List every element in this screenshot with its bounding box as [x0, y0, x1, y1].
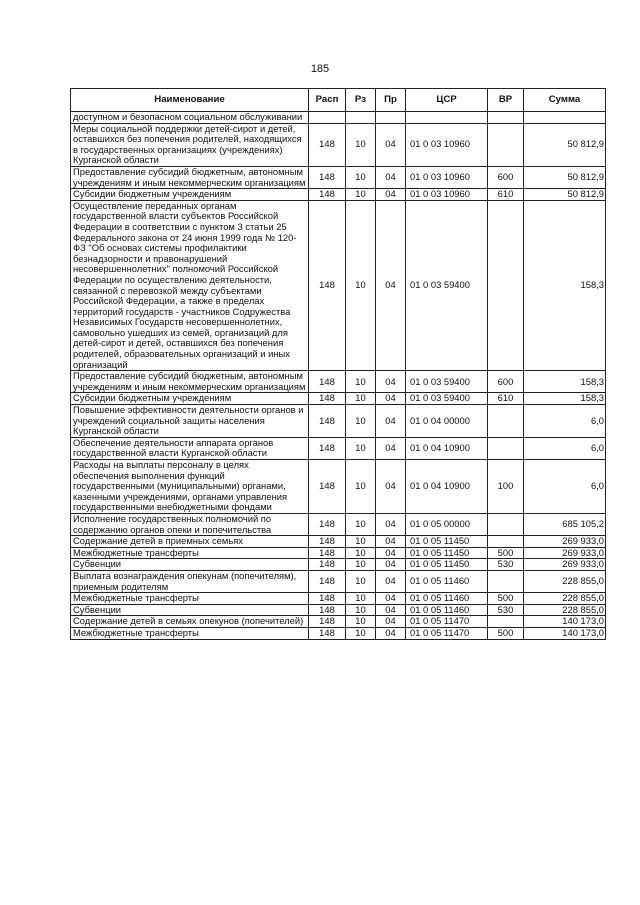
cell-pr: 04	[376, 593, 406, 605]
cell-name: Меры социальной поддержки детей-сирот и детей, оставшихся без попечения родителей, находящихся в государственных организациях (учреждениях) Курганской области	[71, 123, 309, 166]
cell-sum: 228 855,0	[524, 604, 606, 616]
cell-rz: 10	[346, 189, 376, 201]
header-rz: Рз	[346, 89, 376, 112]
cell-sum: 140 173,0	[524, 616, 606, 628]
cell-vr: 530	[488, 604, 524, 616]
cell-vr: 100	[488, 460, 524, 514]
table-row	[71, 627, 606, 639]
cell-rz: 10	[346, 536, 376, 548]
cell-rz: 10	[346, 371, 376, 393]
cell-csr: 01 0 03 59400	[406, 371, 488, 393]
cell-pr: 04	[376, 393, 406, 405]
cell-sum: 50 812,9	[524, 123, 606, 166]
table-row	[71, 547, 606, 559]
cell-vr	[488, 405, 524, 438]
table-row	[71, 405, 606, 438]
cell-pr: 04	[376, 460, 406, 514]
cell-vr: 500	[488, 627, 524, 639]
cell-rasp: 148	[309, 627, 346, 639]
cell-csr: 01 0 04 00000	[406, 405, 488, 438]
cell-csr: 01 0 05 11470	[406, 616, 488, 628]
cell-rz: 10	[346, 559, 376, 571]
table-row	[71, 123, 606, 166]
cell-vr	[488, 112, 524, 124]
table-row	[71, 166, 606, 188]
cell-csr: 01 0 05 11450	[406, 559, 488, 571]
cell-rz: 10	[346, 166, 376, 188]
cell-csr: 01 0 04 10900	[406, 437, 488, 459]
cell-csr: 01 0 05 00000	[406, 513, 488, 535]
cell-name: Субвенции	[71, 604, 309, 616]
cell-rasp: 148	[309, 570, 346, 592]
cell-pr: 04	[376, 123, 406, 166]
header-sum: Сумма	[524, 89, 606, 112]
cell-pr: 04	[376, 513, 406, 535]
cell-name: Расходы на выплаты персоналу в целях обеспечения выполнения функций государственными (муниципальными) органами, казенными учреждениями, органами управления государственными внебюджетными фондами	[71, 460, 309, 514]
cell-rz: 10	[346, 547, 376, 559]
cell-name: доступном и безопасном социальном обслуживании	[71, 112, 309, 124]
page-number: 185	[310, 63, 330, 75]
cell-csr: 01 0 05 11460	[406, 570, 488, 592]
table-row	[71, 112, 606, 124]
cell-rz: 10	[346, 200, 376, 371]
cell-csr: 01 0 05 11450	[406, 536, 488, 548]
cell-rasp: 148	[309, 460, 346, 514]
cell-sum: 140 173,0	[524, 627, 606, 639]
cell-pr: 04	[376, 371, 406, 393]
cell-pr: 04	[376, 405, 406, 438]
table-row	[71, 393, 606, 405]
cell-rasp: 148	[309, 437, 346, 459]
cell-sum: 50 812,9	[524, 189, 606, 201]
cell-name: Исполнение государственных полномочий по содержанию органов опеки и попечительства	[71, 513, 309, 535]
cell-csr: 01 0 03 59400	[406, 200, 488, 371]
cell-csr: 01 0 03 10960	[406, 189, 488, 201]
cell-name: Выплата вознаграждения опекунам (попечителям), приемным родителям	[71, 570, 309, 592]
header-vr: ВР	[488, 89, 524, 112]
cell-pr: 04	[376, 616, 406, 628]
cell-sum: 269 933,0	[524, 559, 606, 571]
table-row	[71, 513, 606, 535]
cell-rasp: 148	[309, 123, 346, 166]
cell-vr: 600	[488, 166, 524, 188]
cell-rz: 10	[346, 513, 376, 535]
cell-rasp: 148	[309, 200, 346, 371]
cell-vr: 610	[488, 189, 524, 201]
cell-csr: 01 0 03 59400	[406, 393, 488, 405]
cell-vr	[488, 536, 524, 548]
cell-sum: 158,3	[524, 371, 606, 393]
cell-pr: 04	[376, 536, 406, 548]
cell-pr: 04	[376, 570, 406, 592]
table-row	[71, 570, 606, 592]
cell-rz: 10	[346, 405, 376, 438]
cell-vr: 600	[488, 371, 524, 393]
cell-rz: 10	[346, 616, 376, 628]
cell-rasp: 148	[309, 393, 346, 405]
cell-pr	[376, 112, 406, 124]
cell-sum: 228 855,0	[524, 570, 606, 592]
cell-rz: 10	[346, 460, 376, 514]
cell-sum: 6,0	[524, 405, 606, 438]
cell-rz: 10	[346, 593, 376, 605]
cell-pr: 04	[376, 604, 406, 616]
cell-rasp: 148	[309, 593, 346, 605]
cell-rasp: 148	[309, 547, 346, 559]
cell-csr: 01 0 03 10960	[406, 166, 488, 188]
cell-csr: 01 0 03 10960	[406, 123, 488, 166]
cell-rz: 10	[346, 627, 376, 639]
cell-name: Повышение эффективности деятельности органов и учреждений социальной защиты населения Курганской области	[71, 405, 309, 438]
cell-name: Субсидии бюджетным учреждениям	[71, 189, 309, 201]
cell-pr: 04	[376, 166, 406, 188]
cell-vr	[488, 123, 524, 166]
cell-rasp: 148	[309, 616, 346, 628]
cell-rasp: 148	[309, 513, 346, 535]
table-row	[71, 604, 606, 616]
cell-csr	[406, 112, 488, 124]
cell-rasp: 148	[309, 604, 346, 616]
cell-vr: 530	[488, 559, 524, 571]
cell-name: Предоставление субсидий бюджетным, автономным учреждениям и иным некоммерческим организациям	[71, 166, 309, 188]
cell-vr: 500	[488, 593, 524, 605]
cell-csr: 01 0 04 10900	[406, 460, 488, 514]
cell-csr: 01 0 05 11460	[406, 604, 488, 616]
header-csr: ЦСР	[406, 89, 488, 112]
table-row	[71, 460, 606, 514]
cell-name: Межбюджетные трансферты	[71, 547, 309, 559]
cell-name: Межбюджетные трансферты	[71, 627, 309, 639]
cell-name: Содержание детей в приемных семьях	[71, 536, 309, 548]
cell-pr: 04	[376, 559, 406, 571]
cell-vr	[488, 616, 524, 628]
cell-sum: 685 105,2	[524, 513, 606, 535]
cell-rasp: 148	[309, 559, 346, 571]
cell-name: Субсидии бюджетным учреждениям	[71, 393, 309, 405]
cell-sum: 158,3	[524, 393, 606, 405]
cell-name: Обеспечение деятельности аппарата органов государственной власти Курганской области	[71, 437, 309, 459]
cell-sum: 6,0	[524, 460, 606, 514]
cell-rz: 10	[346, 123, 376, 166]
cell-name: Субвенции	[71, 559, 309, 571]
cell-vr	[488, 570, 524, 592]
cell-rasp: 148	[309, 405, 346, 438]
cell-rz: 10	[346, 570, 376, 592]
cell-vr: 500	[488, 547, 524, 559]
cell-sum: 6,0	[524, 437, 606, 459]
cell-sum	[524, 112, 606, 124]
cell-name: Предоставление субсидий бюджетным, автономным учреждениям и иным некоммерческим организациям	[71, 371, 309, 393]
cell-csr: 01 0 05 11460	[406, 593, 488, 605]
cell-pr: 04	[376, 200, 406, 371]
cell-name: Содержание детей в семьях опекунов (попечителей)	[71, 616, 309, 628]
cell-rasp: 148	[309, 166, 346, 188]
cell-pr: 04	[376, 547, 406, 559]
cell-csr: 01 0 05 11450	[406, 547, 488, 559]
table-header-row	[71, 89, 606, 112]
cell-rz: 10	[346, 437, 376, 459]
cell-rasp: 148	[309, 371, 346, 393]
cell-csr: 01 0 05 11470	[406, 627, 488, 639]
cell-sum: 228 855,0	[524, 593, 606, 605]
cell-rz: 10	[346, 604, 376, 616]
cell-pr: 04	[376, 437, 406, 459]
cell-sum: 158,3	[524, 200, 606, 371]
cell-rasp: 148	[309, 536, 346, 548]
table-row	[71, 200, 606, 371]
cell-sum: 50 812,9	[524, 166, 606, 188]
header-name: Наименование	[71, 89, 309, 112]
table-row	[71, 593, 606, 605]
cell-name: Межбюджетные трансферты	[71, 593, 309, 605]
cell-sum: 269 933,0	[524, 536, 606, 548]
table-row	[71, 536, 606, 548]
header-rasp: Расп	[309, 89, 346, 112]
header-pr: Пр	[376, 89, 406, 112]
table-row	[71, 616, 606, 628]
cell-rz	[346, 112, 376, 124]
table-row	[71, 189, 606, 201]
table-row	[71, 437, 606, 459]
cell-vr: 610	[488, 393, 524, 405]
budget-table	[70, 88, 606, 640]
cell-sum: 269 933,0	[524, 547, 606, 559]
cell-rasp: 148	[309, 189, 346, 201]
cell-vr	[488, 437, 524, 459]
cell-rz: 10	[346, 393, 376, 405]
cell-vr	[488, 200, 524, 371]
table-row	[71, 559, 606, 571]
cell-vr	[488, 513, 524, 535]
cell-name: Осуществление переданных органам государственной власти субъектов Российской Федерации в соответствии с пунктом 3 статьи 25 Федерального закона от 24 июня 1999 года № 120-ФЗ "Об основах системы профилактики безнадзорности и правонарушений несовершеннолетних" полномочий Российской Федерации по осуществлению деятельности, связанной с перевозкой между субъектами Российской Федерации, а также в пределах территорий государств - участников Содружества Независимых Государств несовершеннолетних, самовольно ушедших из семей, организаций для детей-сирот и детей, оставшихся без попечения родителей, образовательных организаций и иных организаций	[71, 200, 309, 371]
cell-pr: 04	[376, 189, 406, 201]
cell-pr: 04	[376, 627, 406, 639]
cell-rasp	[309, 112, 346, 124]
table-row	[71, 371, 606, 393]
